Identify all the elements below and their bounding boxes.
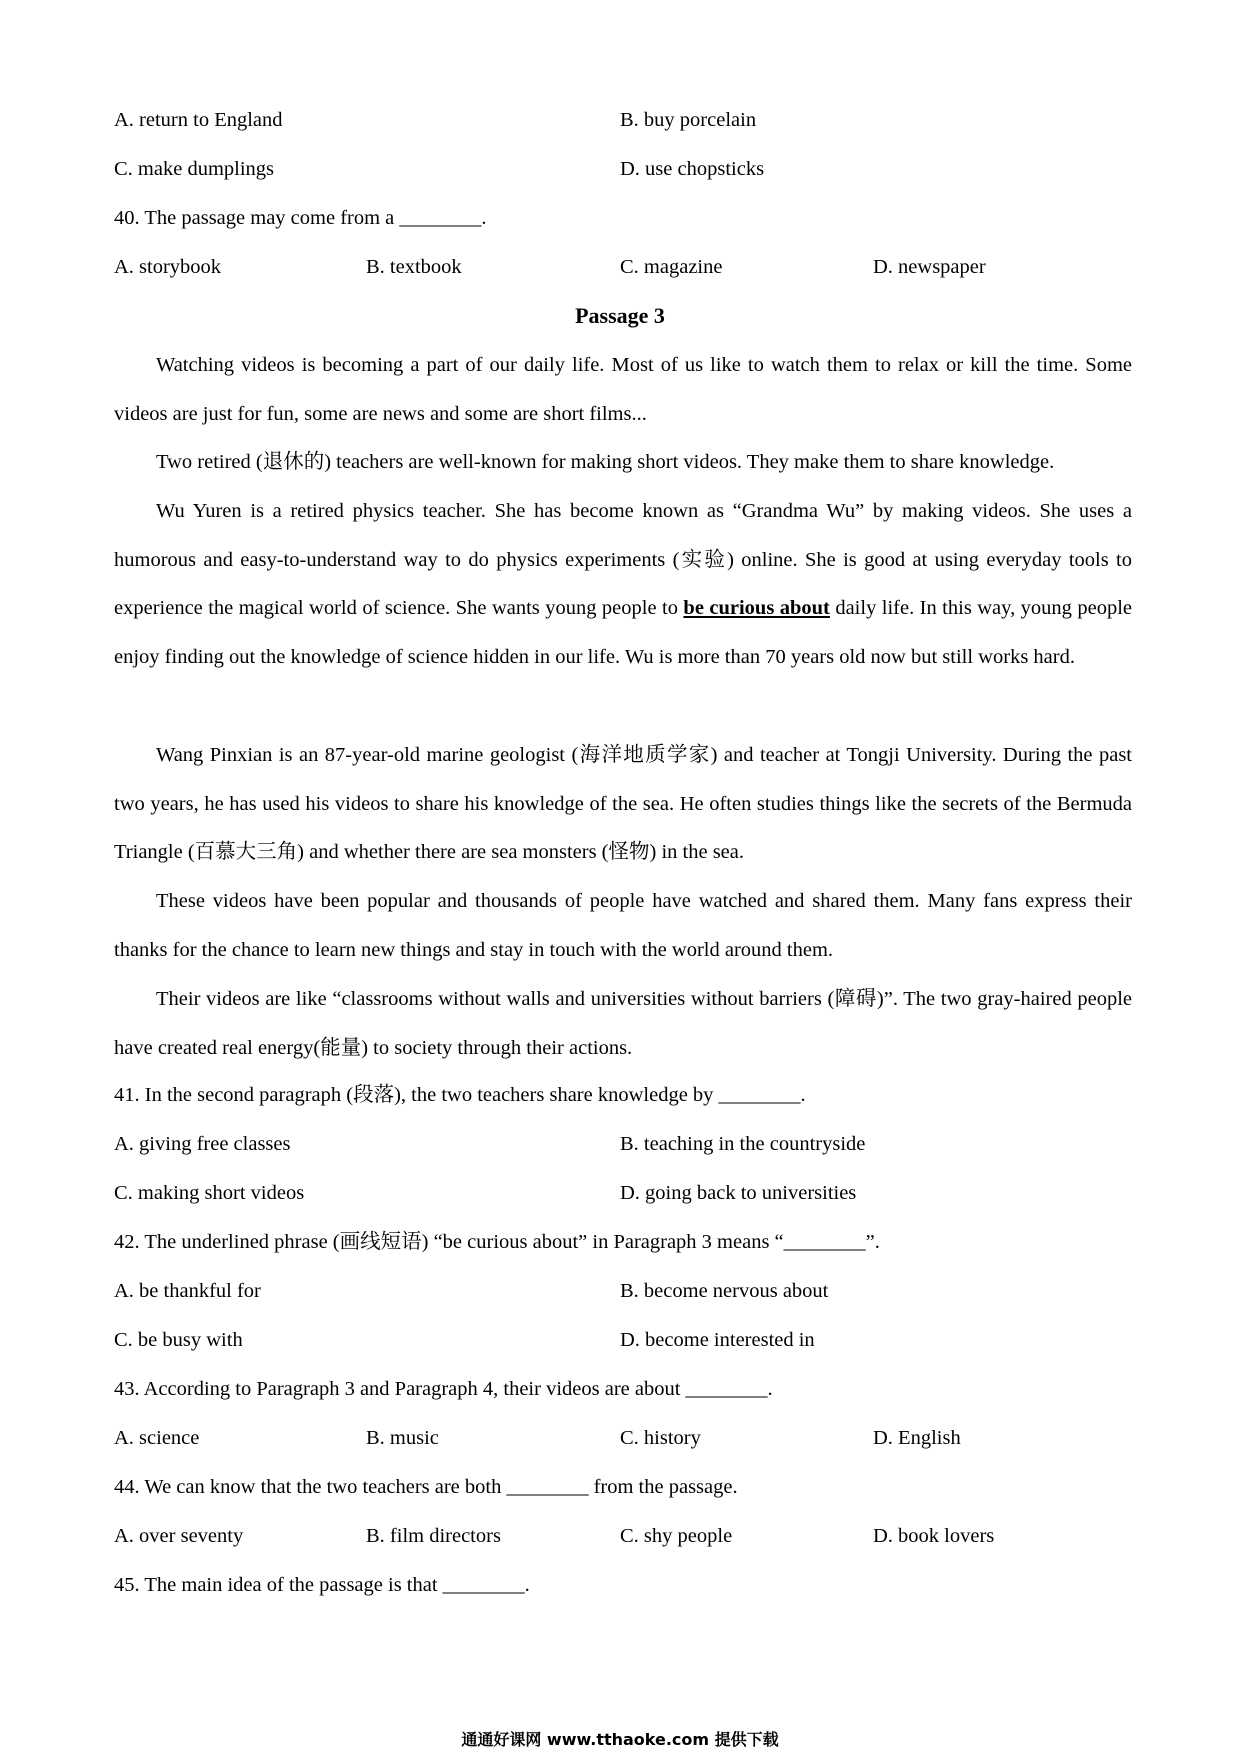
q42-question: 42. The underlined phrase (画线短语) “be curious about” in Paragraph 3 means “________”.	[114, 1231, 880, 1253]
paragraph-1-text: Watching videos is becoming a part of our daily life. Most of us like to watch them to relax or kill the time. Some videos are just for fun, some are news and some are short films...	[114, 354, 1132, 425]
q45-question: 45. The main idea of the passage is that ________.	[114, 1574, 530, 1596]
q43-option-a: A. science	[114, 1427, 200, 1449]
q44-option-a: A. over seventy	[114, 1525, 244, 1547]
q42-option-c: C. be busy with	[114, 1329, 243, 1351]
q43-option-c: C. history	[620, 1427, 701, 1449]
q42-option-b: B. become nervous about	[620, 1280, 829, 1302]
q39-option-b: B. buy porcelain	[620, 109, 757, 131]
passage-paragraph-4	[114, 731, 1132, 877]
q39-option-d: D. use chopsticks	[620, 158, 765, 180]
paragraph-3-text-end: daily life. In this way, young people enjoy finding out the knowledge of science hidden in our life. Wu is more than 70 years old now but still works hard.	[114, 597, 1132, 668]
q44-option-d: D. book lovers	[873, 1525, 995, 1547]
q41-option-b: B. teaching in the countryside	[620, 1133, 866, 1155]
q40-option-c: C. magazine	[620, 256, 723, 278]
paragraph-6-text: Their videos are like “classrooms without walls and universities without barriers (障碍)”. The two gray-haired people have created real energy(能量) to society through their actions.	[114, 988, 1132, 1059]
paragraph-4-text: Wang Pinxian is an 87-year-old marine geologist (海洋地质学家) and teacher at Tongji University. During the past two years, he has used his videos to share his knowledge of the sea. He often studies things like the secrets of the Bermuda Triangle (百慕大三角) and whether there are sea monsters (怪物) in the sea.	[114, 744, 1132, 864]
q42-option-a: A. be thankful for	[114, 1280, 261, 1302]
q43-question: 43. According to Paragraph 3 and Paragraph 4, their videos are about ________.	[114, 1378, 773, 1400]
passage-paragraph-5	[114, 877, 1132, 974]
q40-option-a: A. storybook	[114, 256, 222, 278]
q43-option-b: B. music	[366, 1427, 439, 1449]
passage-paragraph-6	[114, 975, 1132, 1072]
passage-title: Passage 3	[575, 303, 665, 328]
paragraph-5-text: These videos have been popular and thousands of people have watched and shared them. Many fans express their thanks for the chance to learn new things and stay in touch with the world around them.	[114, 890, 1132, 961]
q43-option-d: D. English	[873, 1427, 961, 1449]
q39-option-a: A. return to England	[114, 109, 283, 131]
passage-paragraph-3	[114, 487, 1132, 681]
q41-option-d: D. going back to universities	[620, 1182, 857, 1204]
page-footer: 通通好课网 www.tthaoke.com 提供下载	[461, 1730, 779, 1749]
q40-question: 40. The passage may come from a ________.	[114, 207, 487, 229]
passage-paragraph-2	[114, 438, 1132, 487]
q41-question: 41. In the second paragraph (段落), the two teachers share knowledge by ________.	[114, 1084, 806, 1106]
passage-paragraph-1	[114, 341, 1132, 438]
q42-option-d: D. become interested in	[620, 1329, 815, 1351]
paragraph-2-text: Two retired (退休的) teachers are well-known for making short videos. They make them to share knowledge.	[156, 451, 1055, 473]
q41-option-c: C. making short videos	[114, 1182, 305, 1204]
q44-option-b: B. film directors	[366, 1525, 501, 1547]
paragraph-3-text-start: Wu Yuren is a retired physics teacher. She has become known as “Grandma Wu” by making videos. She uses a humorous and easy-to-understand way to do physics experiments (实验) online. She is good at using everyday tools to experience the magical world of science. She wants young people to	[114, 500, 1132, 620]
q40-option-d: D. newspaper	[873, 256, 986, 278]
underlined-phrase: be curious about	[683, 597, 830, 620]
q44-question: 44. We can know that the two teachers are both ________ from the passage.	[114, 1476, 738, 1498]
q40-option-b: B. textbook	[366, 256, 462, 278]
q44-option-c: C. shy people	[620, 1525, 733, 1547]
q41-option-a: A. giving free classes	[114, 1133, 291, 1155]
q39-option-c: C. make dumplings	[114, 158, 275, 180]
